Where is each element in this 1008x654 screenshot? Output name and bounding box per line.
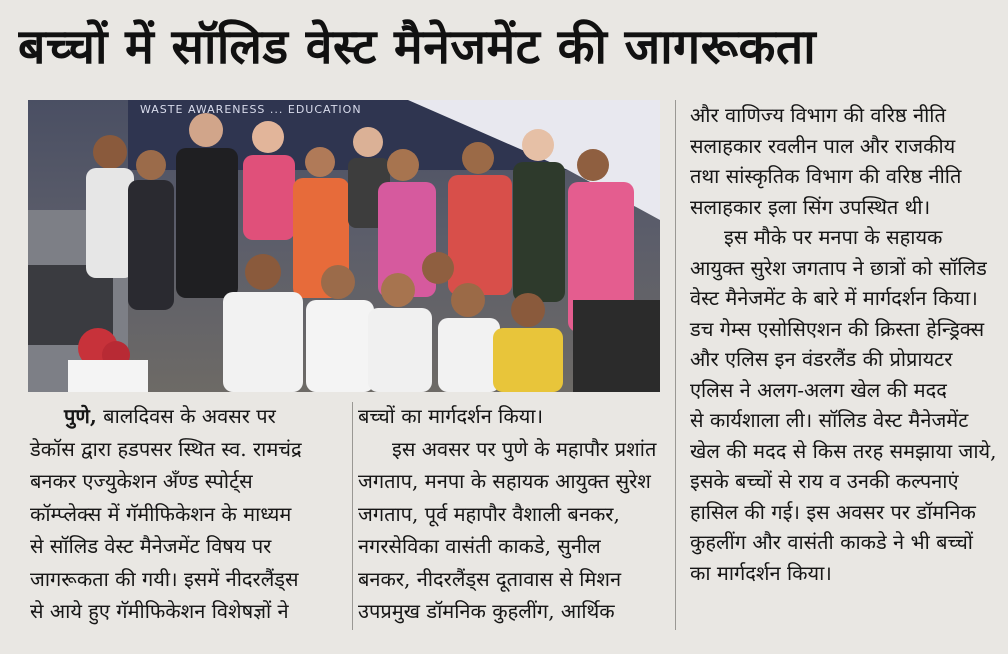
- paragraph-line: से सॉलिड वेस्ट मैनेजमेंट विषय पर: [30, 534, 272, 558]
- column-divider: [352, 402, 353, 630]
- paragraph-line: जगताप, पूर्व महापौर वैशाली बनकर,: [358, 501, 620, 526]
- paragraph-line: कॉम्प्लेक्स में गॅमीफिकेशन के माध्यम: [30, 501, 292, 526]
- banner-text: WASTE AWARENESS ... EDUCATION: [140, 103, 362, 116]
- paragraph-line: डच गेम्स एसोसिएशन की क्रिस्ता हेन्ड्रिक्स: [690, 316, 985, 341]
- paragraph-line: आयुक्त सुरेश जगताप ने छात्रों को सॉलिड: [690, 255, 987, 280]
- paragraph-line: डेकॉस द्वारा हडपसर स्थित स्व. रामचंद्र: [30, 436, 302, 461]
- dateline: पुणे,: [64, 404, 97, 428]
- group-photo: [28, 100, 660, 392]
- paragraph-line: और वाणिज्य विभाग की वरिष्ठ नीति: [690, 103, 946, 127]
- paragraph-line: वेस्ट मैनेजमेंट के बारे में मार्गदर्शन किया।: [690, 286, 978, 310]
- paragraph-line: सलाहकार इला सिंग उपस्थित थी।: [690, 194, 931, 219]
- paragraph-line: इस अवसर पर पुणे के महापौर प्रशांत: [392, 436, 657, 461]
- group-photo-illustration: [28, 100, 660, 392]
- paragraph-line: सलाहकार रवलीन पाल और राजकीय: [690, 133, 956, 158]
- paragraph-line: इस मौके पर मनपा के सहायक: [724, 225, 943, 249]
- column-divider: [675, 100, 676, 630]
- paragraph-line: का मार्गदर्शन किया।: [690, 560, 832, 585]
- paragraph-line: से आये हुए गॅमीफिकेशन विशेषज्ञों ने: [30, 599, 289, 623]
- paragraph-line: से कार्यशाला ली। सॉलिड वेस्ट मैनेजमेंट: [690, 408, 969, 432]
- paragraph-line: तथा सांस्कृतिक विभाग की वरिष्ठ नीति: [690, 164, 962, 188]
- paragraph-line: बनकर एज्युकेशन अँण्ड स्पोर्ट्स: [30, 469, 253, 493]
- paragraph-line: हासिल की गई। इस अवसर पर डॉमनिक: [690, 499, 976, 524]
- paragraph-line: पुणे, बालदिवस के अवसर पर: [64, 404, 276, 428]
- paragraph-line: जागरूकता की गयी। इसमें नीदरलैंड्स: [30, 566, 299, 591]
- paragraph-line: कुहलींग और वासंती काकडे ने भी बच्चों: [690, 530, 973, 554]
- article-column-3: [690, 100, 1006, 588]
- paragraph-line: एलिस ने अलग-अलग खेल की मदद: [690, 377, 947, 402]
- paragraph-line: खेल की मदद से किस तरह समझाया जाये,: [690, 438, 997, 463]
- paragraph-line: बनकर, नीदरलैंड्स दूतावास से मिशन: [358, 566, 622, 591]
- paragraph-line: जगताप, मनपा के सहायक आयुक्त सुरेश: [358, 469, 651, 493]
- paragraph-line: बच्चों का मार्गदर्शन किया।: [358, 404, 544, 428]
- article-headline: बच्चों में सॉलिड वेस्ट मैनेजमेंट की जागरूकता: [18, 19, 817, 75]
- paragraph-line: और एलिस इन वंडरलैंड की प्रोप्रायटर: [690, 347, 953, 371]
- paragraph-line: इसके बच्चों से राय व उनकी कल्पनाएं: [690, 469, 959, 493]
- article-column-2: [358, 400, 663, 628]
- paragraph-line: नगरसेविका वासंती काकडे, सुनील: [358, 534, 601, 558]
- paragraph-line: उपप्रमुख डॉमनिक कुहलींग, आर्थिक: [358, 599, 615, 623]
- article-column-1: [30, 400, 348, 628]
